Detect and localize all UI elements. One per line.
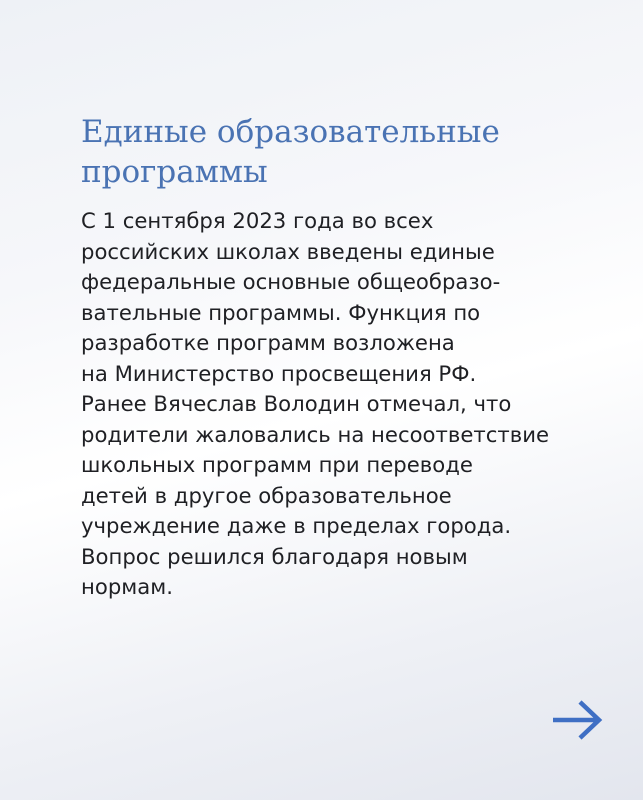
arrow-right-icon [549, 697, 605, 743]
body-line: вательные программы. Функция по [81, 299, 481, 325]
next-slide-button[interactable] [549, 697, 605, 743]
body-line: С 1 сентября 2023 года во всех [81, 208, 434, 233]
body-line: учреждение даже в пределах города. [81, 513, 512, 538]
body-line: российских школах введены единые [81, 238, 495, 264]
body-line: школьных программ при переводе [81, 452, 473, 477]
slide-body-text [81, 206, 626, 603]
slide-title [81, 112, 601, 192]
body-line: Ранее Вячеслав Володин отмечал, что [81, 391, 512, 416]
title-line: программы [81, 154, 268, 190]
body-line: федеральные основные общеобразо- [81, 269, 501, 294]
body-line: нормам. [81, 574, 173, 599]
body-line: Вопрос решился благодаря новым [81, 543, 468, 569]
body-line: на Министерство просвещения РФ. [81, 360, 477, 386]
body-line: родители жаловались на несоответствие [81, 421, 550, 447]
body-line: детей в другое образовательное [81, 482, 452, 508]
title-line: Единые образовательные [81, 114, 500, 150]
body-line: разработке программ возложена [81, 330, 455, 355]
